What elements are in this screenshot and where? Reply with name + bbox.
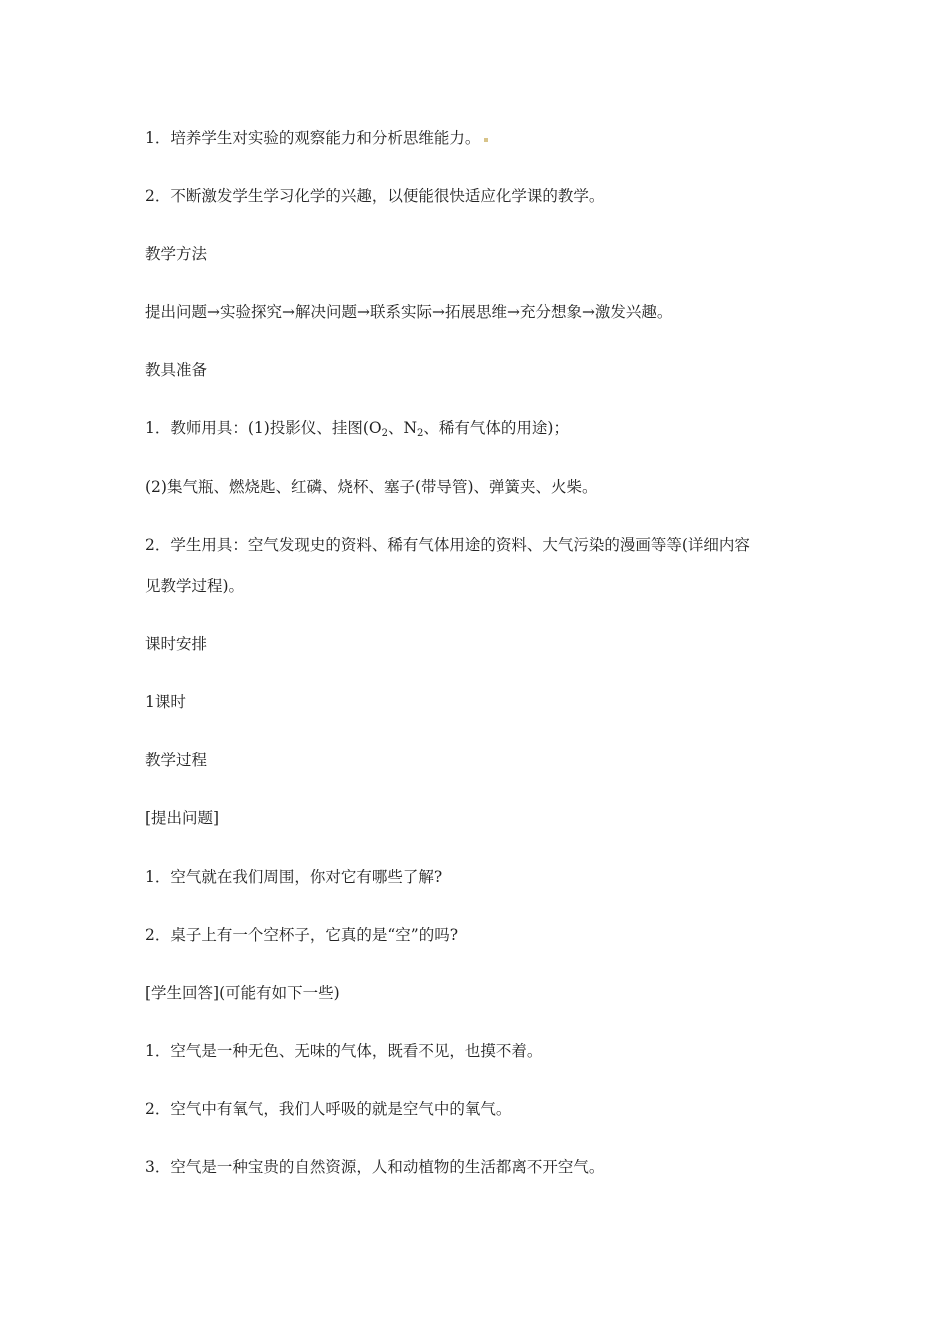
answer-1: 1．空气是一种无色、无味的气体，既看不见，也摸不着。 (145, 1042, 543, 1060)
schedule-value: 1课时 (145, 693, 186, 711)
teacher-tools (145, 417, 569, 439)
answer-3: 3．空气是一种宝贵的自然资源，人和动植物的生活都离不开空气。 (145, 1158, 605, 1176)
heading-schedule: 课时安排 (145, 635, 208, 653)
teacher-tools-part-c: 、稀有气体的用途)； (423, 419, 569, 437)
objective-2: 2．不断激发学生学习化学的兴趣，以便能很快适应化学课的教学。 (145, 187, 605, 205)
subscript-n2: 2 (417, 428, 424, 439)
subscript-o2: 2 (381, 428, 388, 439)
question-2: 2．桌子上有一个空杯子，它真的是“空”的吗? (145, 926, 459, 944)
answer-2: 2．空气中有氧气，我们人呼吸的就是空气中的氧气。 (145, 1100, 512, 1118)
section-student-answer: [学生回答](可能有如下一些) (145, 984, 340, 1002)
objective-1-text: 1．培养学生对实验的观察能力和分析思维能力。 (145, 129, 481, 147)
heading-teaching-method: 教学方法 (145, 245, 208, 263)
teacher-tools-2: (2)集气瓶、燃烧匙、红磷、烧杯、塞子(带导管)、弹簧夹、火柴。 (145, 478, 598, 496)
marker-dot (484, 138, 488, 142)
question-1: 1．空气就在我们周围，你对它有哪些了解? (145, 868, 443, 886)
student-tools: 2．学生用具：空气发现史的资料、稀有气体用途的资料、大气污染的漫画等等(详细内容 (145, 536, 750, 554)
section-ask-question: [提出问题] (145, 809, 220, 827)
heading-process: 教学过程 (145, 751, 208, 769)
heading-teaching-tools: 教具准备 (145, 361, 208, 379)
student-tools-cont: 见教学过程)。 (145, 577, 245, 595)
method-flow: 提出问题→实验探究→解决问题→联系实际→拓展思维→充分想象→激发兴趣。 (145, 303, 673, 321)
teacher-tools-part-a: 1．教师用具：(1)投影仪、挂图(O (145, 419, 382, 437)
teacher-tools-part-b: 、N (387, 419, 418, 437)
objective-1 (145, 127, 488, 149)
